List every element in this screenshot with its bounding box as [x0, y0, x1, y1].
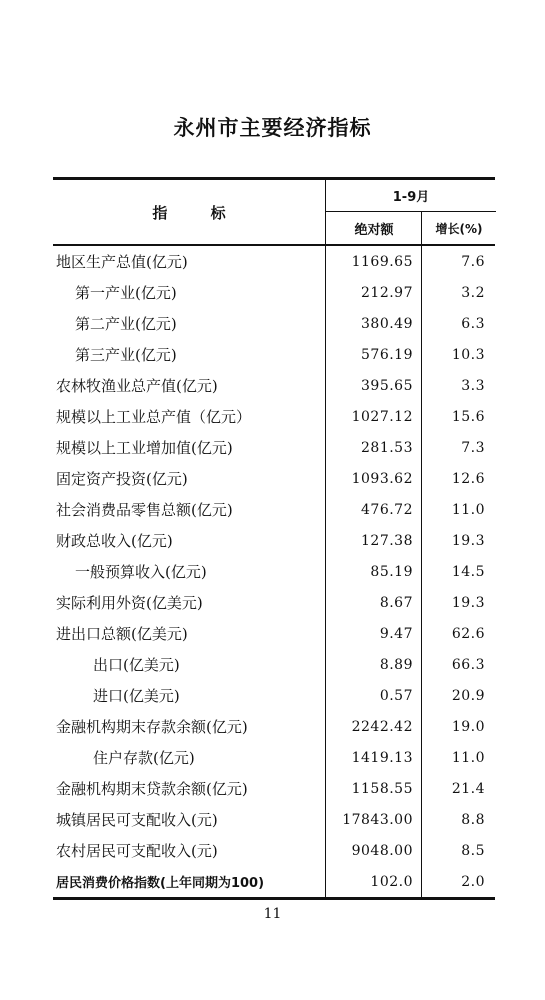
indicator-name: 住户存款(亿元) — [93, 749, 195, 767]
indicator-name: 进出口总额(亿美元) — [56, 625, 188, 643]
absolute-value: 1419.13 — [325, 742, 421, 773]
indicator-name: 地区生产总值(亿元) — [56, 253, 188, 271]
table-body — [53, 246, 495, 897]
table-row — [53, 680, 495, 711]
absolute-value: 0.57 — [325, 680, 421, 711]
absolute-value: 85.19 — [325, 556, 421, 587]
indicator-name: 进口(亿美元) — [93, 687, 180, 705]
header-growth: 增长(%) — [421, 212, 496, 244]
table-row — [53, 463, 495, 494]
indicator-name: 规模以上工业增加值(亿元) — [56, 439, 233, 457]
indicator-name: 财政总收入(亿元) — [56, 532, 173, 550]
indicator-name: 社会消费品零售总额(亿元) — [56, 501, 233, 519]
absolute-value: 127.38 — [325, 525, 421, 556]
indicator-name: 农村居民可支配收入(元) — [56, 842, 218, 860]
absolute-value: 2242.42 — [325, 711, 421, 742]
growth-value: 8.5 — [421, 835, 495, 866]
growth-value: 6.3 — [421, 308, 495, 339]
growth-value: 11.0 — [421, 494, 495, 525]
growth-value: 19.0 — [421, 711, 495, 742]
indicator-name: 城镇居民可支配收入(元) — [56, 811, 218, 829]
table-row — [53, 308, 495, 339]
table-row — [53, 742, 495, 773]
absolute-value: 1158.55 — [325, 773, 421, 804]
absolute-value: 9.47 — [325, 618, 421, 649]
table-row — [53, 277, 495, 308]
growth-value: 62.6 — [421, 618, 495, 649]
indicator-name: 第一产业(亿元) — [75, 284, 177, 302]
growth-value: 7.3 — [421, 432, 495, 463]
growth-value: 19.3 — [421, 525, 495, 556]
header-absolute: 绝对额 — [325, 212, 422, 244]
table-header — [53, 180, 495, 246]
growth-value: 11.0 — [421, 742, 495, 773]
absolute-value: 576.19 — [325, 339, 421, 370]
economic-indicators-table — [53, 177, 495, 900]
absolute-value: 17843.00 — [325, 804, 421, 835]
growth-value: 3.2 — [421, 277, 495, 308]
table-row — [53, 866, 495, 897]
indicator-name: 出口(亿美元) — [93, 656, 180, 674]
growth-value: 21.4 — [421, 773, 495, 804]
table-row — [53, 587, 495, 618]
growth-value: 7.6 — [421, 246, 495, 277]
page-number: 11 — [263, 906, 282, 922]
growth-value: 12.6 — [421, 463, 495, 494]
table-row — [53, 618, 495, 649]
table-row — [53, 339, 495, 370]
absolute-value: 281.53 — [325, 432, 421, 463]
absolute-value: 1169.65 — [325, 246, 421, 277]
absolute-value: 8.67 — [325, 587, 421, 618]
growth-value: 20.9 — [421, 680, 495, 711]
growth-value: 8.8 — [421, 804, 495, 835]
indicator-name: 第二产业(亿元) — [75, 315, 177, 333]
table-row — [53, 401, 495, 432]
growth-value: 66.3 — [421, 649, 495, 680]
indicator-name: 金融机构期末贷款余额(亿元) — [56, 780, 248, 798]
growth-value: 14.5 — [421, 556, 495, 587]
absolute-value: 380.49 — [325, 308, 421, 339]
table-row — [53, 370, 495, 401]
growth-value: 2.0 — [421, 866, 495, 897]
absolute-value: 1027.12 — [325, 401, 421, 432]
growth-value: 3.3 — [421, 370, 495, 401]
indicator-name: 实际利用外资(亿美元) — [56, 594, 203, 612]
growth-value: 10.3 — [421, 339, 495, 370]
growth-value: 19.3 — [421, 587, 495, 618]
table-row — [53, 246, 495, 277]
absolute-value: 476.72 — [325, 494, 421, 525]
indicator-name: 规模以上工业总产值（亿元） — [56, 408, 252, 426]
table-row — [53, 804, 495, 835]
absolute-value: 1093.62 — [325, 463, 421, 494]
table-row — [53, 494, 495, 525]
table-row — [53, 711, 495, 742]
table-row — [53, 835, 495, 866]
indicator-name: 金融机构期末存款余额(亿元) — [56, 718, 248, 736]
indicator-name: 固定资产投资(亿元) — [56, 470, 188, 488]
growth-value: 15.6 — [421, 401, 495, 432]
table-row — [53, 432, 495, 463]
absolute-value: 102.0 — [325, 866, 421, 897]
table-row — [53, 773, 495, 804]
absolute-value: 395.65 — [325, 370, 421, 401]
indicator-name: 居民消费价格指数(上年同期为100) — [56, 876, 265, 891]
table-row — [53, 649, 495, 680]
table-row — [53, 525, 495, 556]
absolute-value: 8.89 — [325, 649, 421, 680]
indicator-name: 一般预算收入(亿元) — [75, 563, 207, 581]
page-title: 永州市主要经济指标 — [173, 116, 372, 140]
indicator-name: 第三产业(亿元) — [75, 346, 177, 364]
absolute-value: 9048.00 — [325, 835, 421, 866]
indicator-name: 农林牧渔业总产值(亿元) — [56, 377, 218, 395]
absolute-value: 212.97 — [325, 277, 421, 308]
table-row — [53, 556, 495, 587]
header-indicator: 指 标 — [152, 203, 226, 222]
header-period: 1-9月 — [325, 180, 496, 212]
